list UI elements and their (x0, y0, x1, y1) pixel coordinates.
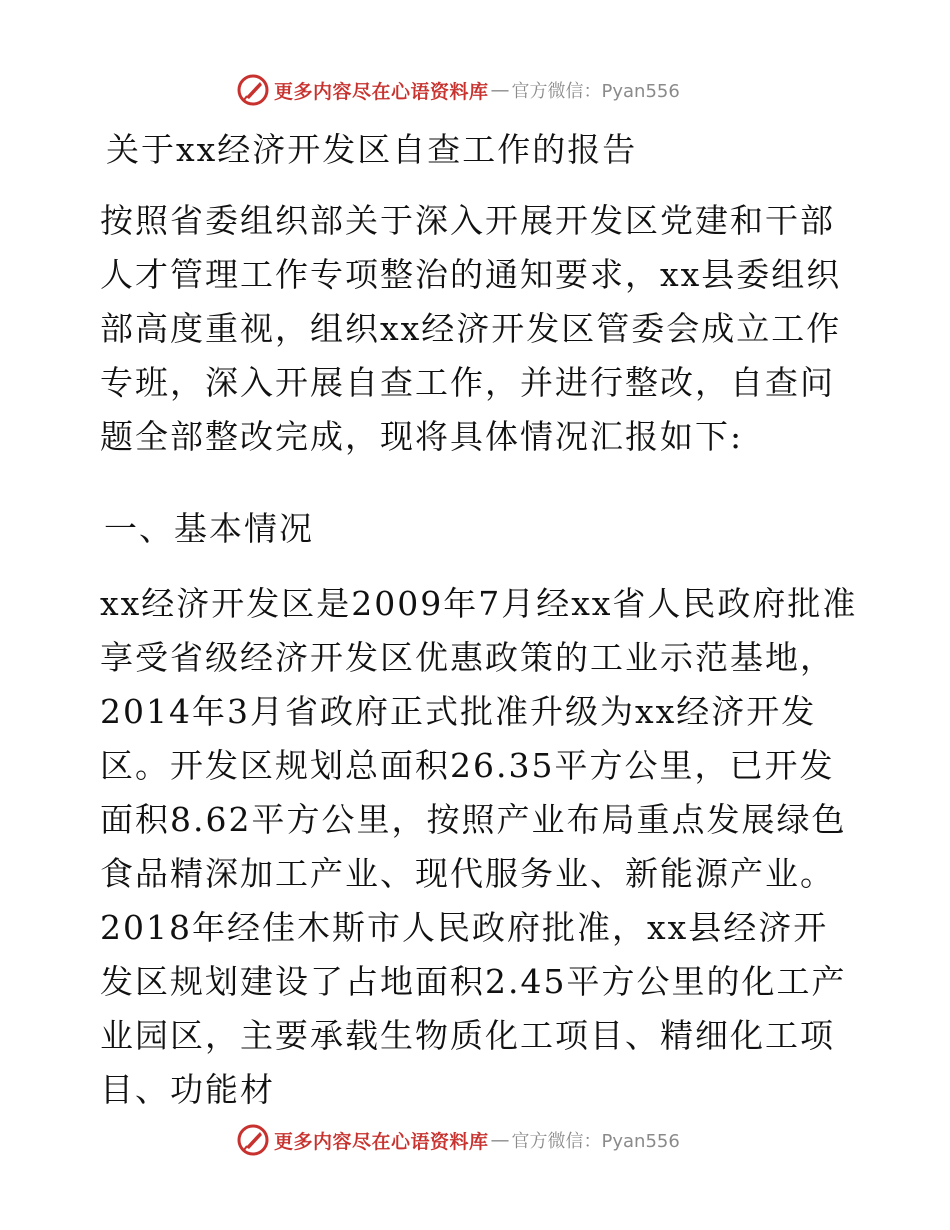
section-heading-basic-info: 一、基本情况 (104, 509, 314, 548)
document-title: 关于xx经济开发区自查工作的报告 (106, 130, 638, 169)
paragraph-basic-info: xx经济开发区是2009年7月经xx省人民政府批准享受省级经济开发区优惠政策的工业示范基地，2014年3月省政府正式批准升级为xx经济开发区。开发区规划总面积26.35平方公里，已开发面积8.62平方公里，按照产业布局重点发展绿色食品精深加工产业、现代服务业、新能源产业。2018年经佳木斯市人民政府批准，xx县经济开发区规划建设了占地面积2.45平方公里的化工产业园区，主要承载生物质化工项目、精细化工项目、功能材 (100, 584, 858, 1109)
watermark-contact: 官方微信：Pyan556 (511, 1131, 680, 1152)
watermark-separator: — (490, 1129, 510, 1151)
watermark-main-text: 更多内容尽在心语资料库 (274, 1130, 489, 1153)
watermark-header (236, 72, 680, 108)
watermark-separator: — (490, 79, 510, 101)
quill-logo-icon (236, 1123, 270, 1157)
watermark-main-text: 更多内容尽在心语资料库 (274, 80, 489, 103)
paragraph-intro: 按照省委组织部关于深入开展开发区党建和干部人才管理工作专项整治的通知要求，xx县委组织部高度重视，组织xx经济开发区管委会成立工作专班，深入开展自查工作，并进行整改，自查问题全部整改完成，现将具体情况汇报如下: (100, 201, 842, 456)
watermark-footer (236, 1122, 680, 1158)
watermark-contact: 官方微信：Pyan556 (511, 81, 680, 102)
quill-logo-icon (236, 73, 270, 107)
